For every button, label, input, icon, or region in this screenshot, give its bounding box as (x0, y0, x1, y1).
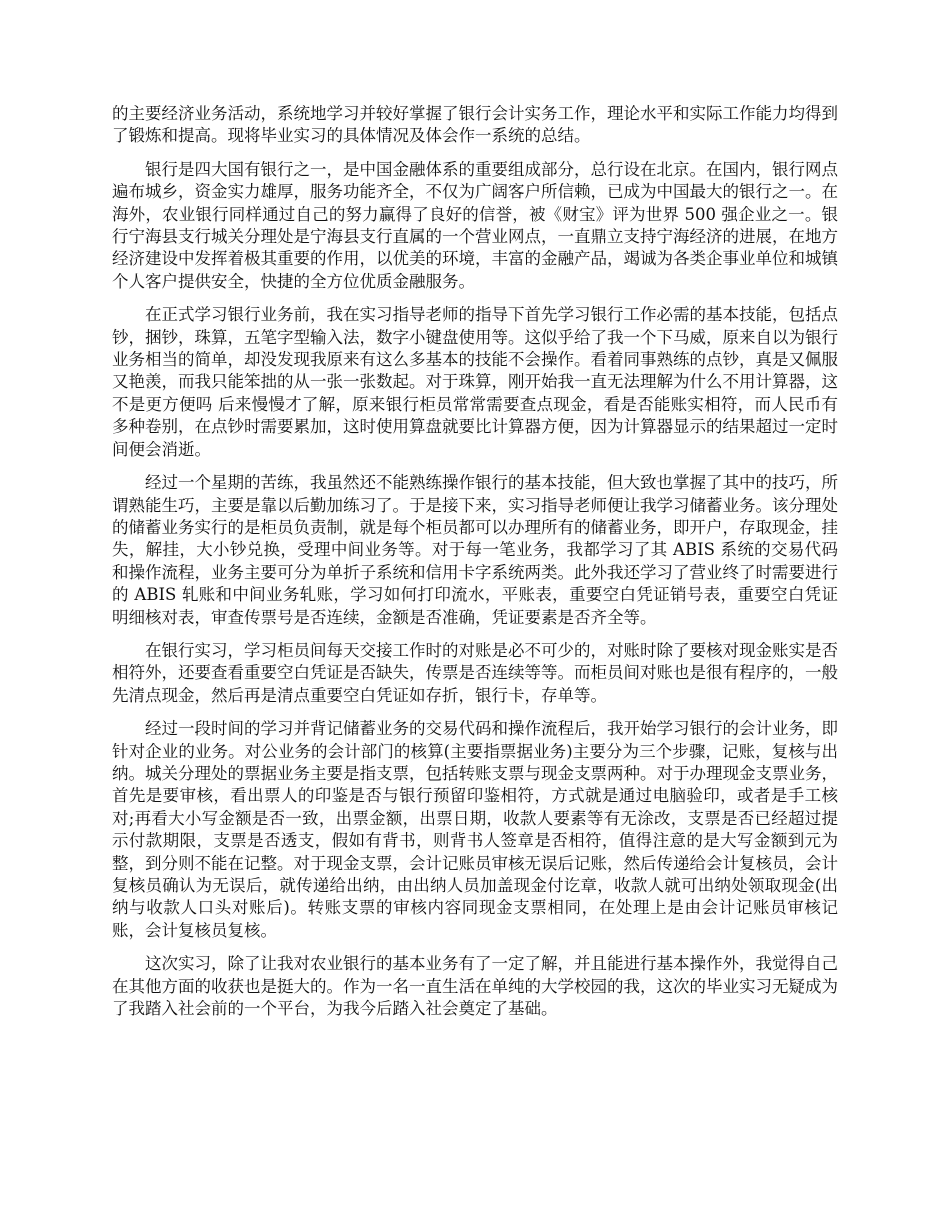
paragraph-accounting-business: 经过一段时间的学习并背记储蓄业务的交易代码和操作流程后，我开始学习银行的会计业务，即针对企业的业务。对公业务的会计部门的核算(主要指票据业务)主要分为三个步骤，记账，复核与出纳。城关分理处的票据业务主要是指支票，包括转账支票与现金支票两种。对于办理现金支票业务，首先是要审核，看出票人的印鉴是否与银行预留印鉴相符，方式就是通过电脑验印，或者是手工核对;再看大小写金额是否一致，出票金额，出票日期，收款人要素等有无涂改，支票是否已经超过提示付款期限，支票是否透支，假如有背书，则背书人签章是否相符，值得注意的是大写金额到元为整，到分则不能在记整。对于现金支票，会计记账员审核无误后记账，然后传递给会计复核员，会计复核员确认为无误后，就传递给出纳，由出纳人员加盖现金付讫章，收款人就可出纳处领取现金(出纳与收款人口头对账后)。转账支票的审核内容同现金支票相同，在处理上是由会计记账员审核记账，会计复核员复核。 (112, 719, 838, 940)
paragraph-conclusion: 这次实习，除了让我对农业银行的基本业务有了一定了解，并且能进行基本操作外，我觉得自己在其他方面的收获也是挺大的。作为一名一直生活在单纯的大学校园的我，这次的毕业实习无疑成为了我踏入社会前的一个平台，为我今后踏入社会奠定了基础。 (112, 954, 838, 1019)
paragraph-basic-skills: 在正式学习银行业务前，我在实习指导老师的指导下首先学习银行工作必需的基本技能，包括点钞，捆钞，珠算，五笔字型输入法，数字小键盘使用等。这似乎给了我一个下马威，原来自以为银行业务相当的简单，却没发现我原来有这么多基本的技能不会操作。看着同事熟练的点钞，真是又佩服又艳羡，而我只能笨拙的从一张一张数起。对于珠算，刚开始我一直无法理解为什么不用计算器，这不是更方便吗 后来慢慢才了解，原来银行柜员常常需要查点现金，看是否能账实相符，而人民币有多种卷别，在点钞时需要累加，这时使用算盘就要比计算器方便，因为计算器显示的结果超过一定时间便会消逝。 (112, 305, 838, 459)
paragraph-summary-continuation: 的主要经济业务活动，系统地学习并较好掌握了银行会计实务工作，理论水平和实际工作能力均得到了锻炼和提高。现将毕业实习的具体情况及体会作一系统的总结。 (112, 104, 838, 146)
paragraph-bank-introduction: 银行是四大国有银行之一，是中国金融体系的重要组成部分，总行设在北京。在国内，银行网点遍布城乡，资金实力雄厚，服务功能齐全，不仅为广阔客户所信赖，已成为中国最大的银行之一。在海外，农业银行同样通过自己的努力赢得了良好的信誉，被《财宝》评为世界 500 强企业之一。银行宁海县支行城关分理处是宁海县支行直属的一个营业网点，一直鼎立支持宁海经济的进展，在地方经济建设中发挥着极其重要的作用，以优美的环境，丰富的金融产品，竭诚为各类企事业单位和城镇个人客户提供安全，快捷的全方位优质金融服务。 (112, 159, 838, 291)
paragraph-teller-reconciliation: 在银行实习，学习柜员间每天交接工作时的对账是必不可少的，对账时除了要核对现金账实是否相符外，还要查看重要空白凭证是否缺失，传票是否连续等等。而柜员间对账也是很有程序的，一般先清点现金，然后再是清点重要空白凭证如存折，银行卡，存单等。 (112, 640, 838, 705)
paragraph-savings-business: 经过一个星期的苦练，我虽然还不能熟练操作银行的基本技能，但大致也掌握了其中的技巧，所谓熟能生巧，主要是靠以后勤加练习了。于是接下来，实习指导老师便让我学习储蓄业务。该分理处的储蓄业务实行的是柜员负责制，就是每个柜员都可以办理所有的储蓄业务，即开户，存取现金，挂失，解挂，大小钞兑换，受理中间业务等。对于每一笔业务，我都学习了其 ABIS 系统的交易代码和操作流程，业务主要可分为单折子系统和信用卡字系统两类。此外我还学习了营业终了时需要进行的 ABIS 轧账和中间业务轧账，学习如何打印流水，平账表，重要空白凭证销号表，重要空白凭证明细核对表，审查传票号是否连续，金额是否准确，凭证要素是否齐全等。 (112, 473, 838, 627)
document-page (112, 103, 838, 1031)
